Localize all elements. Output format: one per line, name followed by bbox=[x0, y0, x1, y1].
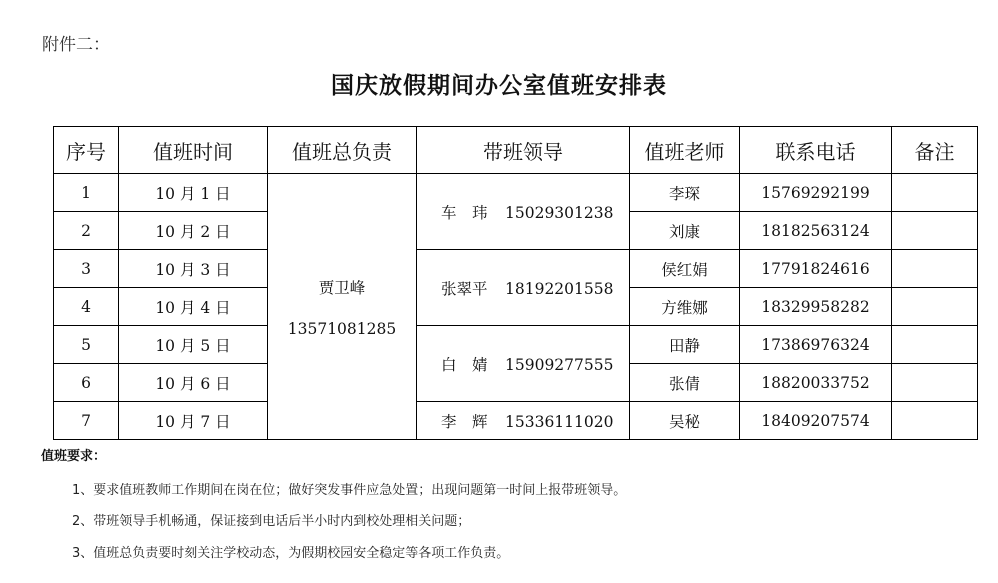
teacher-name: 张倩 bbox=[630, 364, 740, 402]
leader-cell bbox=[417, 174, 630, 250]
teacher-phone: 18182563124 bbox=[740, 212, 892, 250]
requirement-item: 2、带班领导手机畅通，保证接到电话后半小时内到校处理相关问题； bbox=[72, 514, 471, 529]
teacher-phone: 18409207574 bbox=[740, 402, 892, 440]
teacher-name: 田静 bbox=[630, 326, 740, 364]
page-title: 国庆放假期间办公室值班安排表 bbox=[331, 72, 667, 99]
leader-phone: 15029301238 bbox=[505, 203, 614, 222]
note-cell bbox=[892, 212, 978, 250]
duty-date: 10 月 2 日 bbox=[119, 212, 268, 250]
table-header-row bbox=[54, 127, 978, 174]
leader-name: 车 玮 bbox=[441, 203, 488, 222]
row-number: 5 bbox=[54, 326, 119, 364]
row-number: 7 bbox=[54, 402, 119, 440]
row-number: 1 bbox=[54, 174, 119, 212]
duty-date: 10 月 3 日 bbox=[119, 250, 268, 288]
duty-date: 10 月 4 日 bbox=[119, 288, 268, 326]
duty-date: 10 月 6 日 bbox=[119, 364, 268, 402]
col-header-date: 值班时间 bbox=[119, 127, 268, 174]
table-row bbox=[54, 174, 978, 212]
col-header-phone: 联系电话 bbox=[740, 127, 892, 174]
teacher-name: 方维娜 bbox=[630, 288, 740, 326]
note-cell bbox=[892, 174, 978, 212]
leader-cell bbox=[417, 402, 630, 440]
col-header-teacher: 值班老师 bbox=[630, 127, 740, 174]
teacher-name: 刘康 bbox=[630, 212, 740, 250]
chief-phone: 13571081285 bbox=[287, 319, 397, 338]
col-header-note: 备注 bbox=[892, 127, 978, 174]
teacher-name: 吴秘 bbox=[630, 402, 740, 440]
leader-name: 张翠平 bbox=[441, 279, 488, 298]
table-row bbox=[54, 250, 978, 288]
teacher-phone: 18329958282 bbox=[740, 288, 892, 326]
leader-name: 李 辉 bbox=[441, 412, 488, 431]
duty-schedule-table bbox=[53, 126, 978, 440]
requirement-item: 1、要求值班教师工作期间在岗在位；做好突发事件应急处置；出现问题第一时间上报带班领导。 bbox=[72, 483, 627, 498]
requirement-item: 3、值班总负责要时刻关注学校动态，为假期校园安全稳定等各项工作负责。 bbox=[72, 546, 510, 561]
note-cell bbox=[892, 364, 978, 402]
leader-phone: 15336111020 bbox=[505, 412, 614, 431]
chief-cell bbox=[268, 174, 417, 440]
row-number: 3 bbox=[54, 250, 119, 288]
requirements-heading: 值班要求： bbox=[41, 449, 107, 464]
row-number: 4 bbox=[54, 288, 119, 326]
leader-phone: 15909277555 bbox=[505, 355, 614, 374]
teacher-phone: 17791824616 bbox=[740, 250, 892, 288]
row-number: 2 bbox=[54, 212, 119, 250]
note-cell bbox=[892, 402, 978, 440]
table-row bbox=[54, 402, 978, 440]
leader-cell bbox=[417, 326, 630, 402]
duty-date: 10 月 1 日 bbox=[119, 174, 268, 212]
chief-name: 贾卫峰 bbox=[318, 278, 366, 297]
teacher-name: 侯红娟 bbox=[630, 250, 740, 288]
note-cell bbox=[892, 288, 978, 326]
leader-phone: 18192201558 bbox=[505, 279, 614, 298]
col-header-leader: 带班领导 bbox=[417, 127, 630, 174]
teacher-phone: 17386976324 bbox=[740, 326, 892, 364]
col-header-chief: 值班总负责 bbox=[268, 127, 417, 174]
note-cell bbox=[892, 250, 978, 288]
duty-date: 10 月 5 日 bbox=[119, 326, 268, 364]
leader-cell bbox=[417, 250, 630, 326]
annex-label: 附件二： bbox=[42, 35, 110, 55]
teacher-name: 李琛 bbox=[630, 174, 740, 212]
row-number: 6 bbox=[54, 364, 119, 402]
teacher-phone: 18820033752 bbox=[740, 364, 892, 402]
leader-name: 白 婧 bbox=[441, 355, 488, 374]
duty-date: 10 月 7 日 bbox=[119, 402, 268, 440]
col-header-no: 序号 bbox=[54, 127, 119, 174]
teacher-phone: 15769292199 bbox=[740, 174, 892, 212]
table-row bbox=[54, 326, 978, 364]
note-cell bbox=[892, 326, 978, 364]
